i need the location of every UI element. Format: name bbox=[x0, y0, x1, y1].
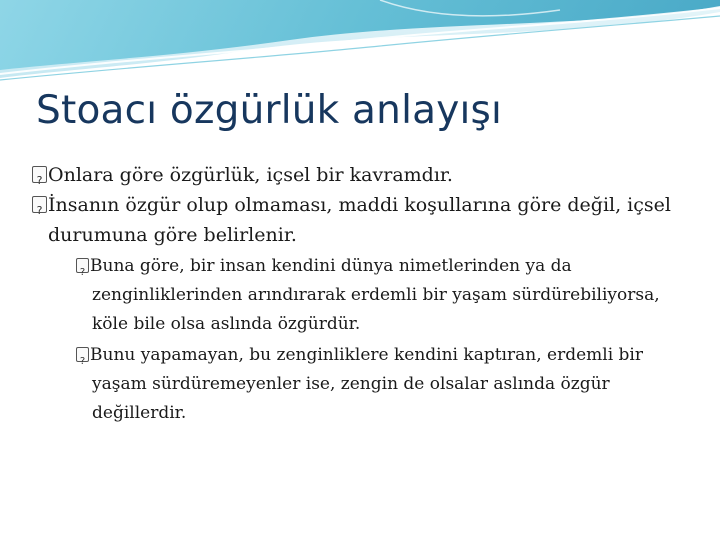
bullet-glyph-icon bbox=[32, 166, 47, 183]
bullet-item bbox=[32, 190, 692, 250]
sub-bullet-text: Bunu yapamayan, bu zenginliklere kendini kaptıran, erdemli bir yaşam sürdüremeyenler ise, zengin de olsalar aslında özgür değillerdir. bbox=[90, 345, 643, 423]
bullet-glyph-icon bbox=[76, 347, 89, 362]
sub-bullet-text: Buna göre, bir insan kendini dünya nimetlerinden ya da zenginliklerinden arındırarak erdemli bir yaşam sürdürebiliyorsa, köle bile olsa aslında özgürdür. bbox=[90, 256, 660, 334]
bullet-glyph-icon bbox=[76, 258, 89, 273]
bullet-item bbox=[32, 160, 692, 190]
bullet-text: Onlara göre özgürlük, içsel bir kavramdır. bbox=[48, 164, 453, 186]
bullet-glyph-icon bbox=[32, 196, 47, 213]
slide-title: Stoacı özgürlük anlayışı bbox=[36, 88, 503, 133]
header-wave-decoration bbox=[0, 0, 720, 85]
slide-body bbox=[32, 160, 692, 428]
bullet-text: İnsanın özgür olup olmaması, maddi koşullarına göre değil, içsel durumuna göre belirlenir. bbox=[48, 194, 671, 246]
sub-bullet-item bbox=[76, 341, 692, 428]
sub-bullet-item bbox=[76, 252, 692, 339]
